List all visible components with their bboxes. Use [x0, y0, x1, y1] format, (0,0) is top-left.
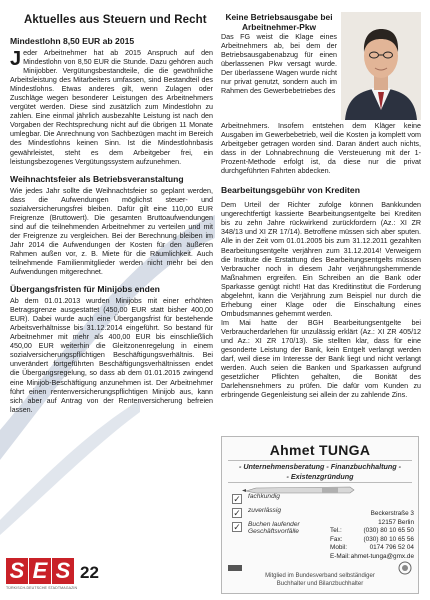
ad-check-item [232, 493, 324, 507]
section-text-pkw-below: Arbeitnehmers. Insofern entstehen dem Kläger keine Ausgaben im Gewerbebetrieb, weil die Kosten ja komplett vom Arbeitgeber getragen worden sind. Daran ändert auch nichts, dass in der Lohnabrechnung die Versteuerung mit der 1-Prozent-Methode erfolgt ist, da diese nur die privat durchgeführten Fahrten abdecken. [221, 122, 421, 176]
section-heading-pkw: Keine Betriebsausgabe bei Arbeitnehmer-Pkw [225, 12, 333, 32]
pkw-article [221, 12, 421, 122]
logo-tagline: TÜRKISCH-DEUTSCHE STADTMAGAZIN [6, 586, 78, 590]
left-column [10, 36, 213, 415]
logo-letter: S [52, 558, 74, 584]
section-text-weihnachtsfeier: Wie jedes Jahr sollte die Weihnachtsfeier so geplant werden, dass die Aufwendungen möglichst steuer- und sozialversicherungsfrei bleiben. Dafür gilt eine 110,00 EUR Freigrenze (Bruttowert). Die gesamten Bruttoaufwendungen sind auf die teilnehmenden Arbeitnehmer zu verteilen und mit der Freigrenze zu vergleichen. Bei der Berechnung bleiben im Jahr 2014 die Aufwendungen der Kosten für den äußeren Rahmen außen vor, z. B. Miete für die Räumlichkeit. Auch teilnehmende Familienmitglieder werden nicht mehr bei den Aufwendungen mitgerechnet. [10, 186, 213, 277]
ad-footer [222, 573, 418, 588]
ad-mobil-label: Mobil: [330, 544, 348, 552]
ad-check-label: zuverlässig [248, 507, 281, 514]
checkmark-icon: ✓ [233, 508, 241, 518]
ad-tel-row [330, 527, 414, 536]
ad-email-label: E-Mail: [330, 552, 350, 560]
drop-cap: J [10, 48, 22, 70]
ad-company-name: Ahmet TUNGA [269, 442, 371, 458]
ad-footer-line: Buchhalter und Bilanzbuchhalter [276, 580, 364, 587]
ad-services-line: - Unternehmensberatung - Finanzbuchhaltung - [238, 462, 402, 471]
ad-mobil: 0174 796 52 04 [369, 544, 414, 552]
ad-check-label: Buchen laufender Geschäftsvorfälle [248, 521, 300, 535]
ad-footer-line: Mitglied im Bundesverband selbständiger [265, 573, 375, 579]
ad-mobil-row [330, 544, 414, 553]
checkmark-icon: ✓ [233, 494, 241, 504]
ad-check-item [232, 507, 324, 521]
ad-email: ahmet-tunga@gmx.de [350, 552, 414, 560]
ad-tel-label: Tel.: [330, 527, 342, 535]
ad-services-line-2: - Existenzgründung [286, 472, 354, 481]
ses-logo [6, 558, 76, 586]
page-number: 22 [80, 563, 99, 582]
association-logo-icon [228, 563, 242, 573]
advertisement-box [221, 436, 419, 594]
checkmark-icon: ✓ [233, 522, 241, 532]
section-text-minijobs: Ab dem 01.01.2013 wurden Minijobs mit einer erhöhten Betragsgrenze ausgestattet (450,00 EUR statt bisher 400,00 EUR). Dabei wurde auch eine Übergangsfrist für bestehende Arbeitsverhältnisse bis 31.12.2014 eingeführt. So bestand für Arbeitnehmer mit mehr als 400,00 EUR bis einschließlich 450,00 EUR weiterhin die Gleitzonenregelung in einem sozialversicherungspflichtigen Beschäftigungsverhältnis. Bei unverändert fortgeführten Beschäftigungsverhältnissen endet die Übergangsregelung, so dass ab dem 01.01.2015 zwingend eine Minijob-Beschäftigung anzunehmen ist. Der Arbeitnehmer führt einen rentenversicherungspflichtigen Minijob aus, kann sich aber auf Antrag von der Rentenversicherung befreien lassen. [10, 297, 213, 414]
section-text-pkw-beside: Das FG weist die Klage eines Arbeitnehmers ab, bei dem der Betriebsausgabenabzug für einen überlassenen Pkw versagt wurde. Der überlassene Wagen wurde nicht nur privat genutzt, sondern auch im Rahmen des Gewerbebetriebes des [221, 33, 337, 96]
ad-checklist [232, 493, 324, 539]
ad-fax-label: Fax: [330, 535, 343, 543]
ad-tel: (030) 80 10 65 50 [363, 527, 414, 535]
right-column [221, 12, 421, 400]
page-title: Aktuelles aus Steuern und Recht [24, 14, 207, 26]
ad-check-item [232, 521, 324, 539]
section-text-kredite: Dem Urteil der Richter zufolge können Bankkunden ungerechtfertigt kassierte Bearbeitungsentgelte bei Krediten bis zu zehn Jahre rückwirkend zurückfordern (Az.: XI ZR 348/13 und XI ZR 17/14). Betroffene müssen sich aber sputen. Alle in der Zeit vom 01.01.2005 bis zum 31.12.2011 gezahlten Bearbeitungsentgelte verjähren zum 31.12.2014! Verweigern die Institute die Erstattung des Bearbeitungsentgelts müssen Verbraucher noch in diesem Jahr verjährungshemmende Maßnahmen ergreifen. Ein Schreiben an die Bank oder Sparkasse genügt nicht! Hat das Kreditinstitut die Forderung abgelehnt, kann die Verjährung zum Beispiel nur durch die Erhebung einer Klage oder die Einschaltung eines Ombudsmannes gehemmt werden. Im Mai hatte der BGH Bearbeitungsentgelte bei Verbraucherdarlehen für unzulässig erklärt (Az.: XI ZR 405/12 und Az.: XI ZR 170/13). Sie stellten klar, dass für eine gesonderte Leistung der Bank, kein Entgelt verlangt werden darf, weil diese im Interesse der Bank liegt und nicht verlangt werden. Auch seien die Banken und Sparkassen aufgrund gesetzlicher Pflichten gehalten, die Bonität des Darlehensnehmers zu prüfen. Die dafür vom Kunden zu erbringende Gegenleistung sei allein der zu zahlende Zins. [221, 201, 421, 400]
ad-divider [228, 460, 412, 461]
ad-street: Beckerstraße 3 [370, 510, 414, 517]
logo-letter: E [29, 558, 51, 584]
magazine-logo [6, 558, 126, 596]
section-heading-minijobs: Übergangsfristen für Minijobs enden [10, 284, 160, 295]
author-photo [341, 12, 421, 120]
section-heading-kredite: Bearbeitungsgebühr von Krediten [221, 185, 360, 196]
ad-fax-row [330, 536, 414, 545]
portrait-image [341, 12, 421, 120]
section-body-mindestlohn: eder Arbeitnehmer hat ab 2015 Anspruch auf den Mindestlohn von 8,50 EUR die Stunde. Dazu gehören auch Minijobber. Vergütungsbestandteile, die die gewöhnliche Arbeitsleistung des Mitarbeiters umfassen, sind Bestandteil des Mindestlohns. Etwas anderes gilt, wenn Zulagen oder Zuschläge wegen besonderer Leistungen des Arbeitnehmers vergütet werden. Diese sind zusätzlich zum Mindestlohn zu zahlen. Eine einmal jährlich ausbezahlte Leistung ist nach den Vorgaben der Rechtsprechung nicht auf die übrigen 11 Monate umlegbar. Die Anrechnung von Sachbezügen macht im Bereich des Mindestlohns keinen Sinn. Ist die Mindestlohnbasis gewährleistet, steht es dem Arbeitgeber frei, ein leistungsbezogenes Vergütungssystem aufzunehmen. [10, 49, 213, 166]
logo-letter: S [6, 558, 28, 584]
ad-address-block [330, 510, 414, 562]
ad-check-label: fachkundig [248, 493, 280, 500]
section-text-mindestlohn [10, 49, 213, 167]
ad-fax: (030) 80 10 65 56 [363, 535, 414, 543]
section-heading-mindestlohn: Mindestlohn 8,50 EUR ab 2015 [10, 36, 135, 46]
section-heading-weihnachtsfeier: Weihnachtsfeier als Betriebsveranstaltung [10, 173, 184, 184]
ad-city: 12157 Berlin [378, 518, 414, 526]
